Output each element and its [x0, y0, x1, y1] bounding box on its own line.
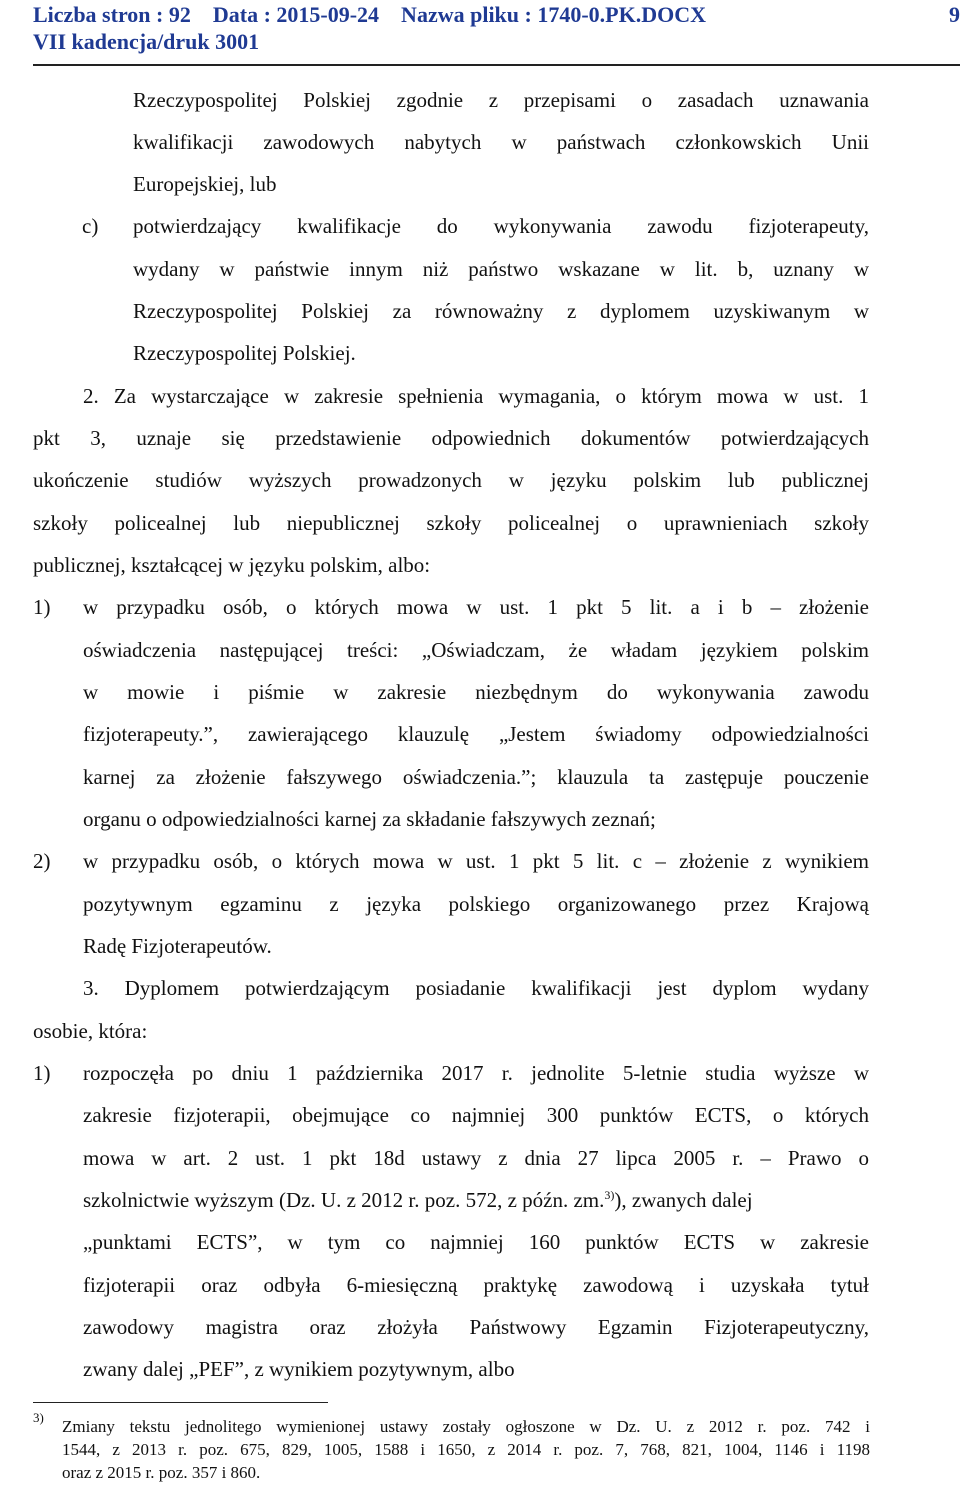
text-line: zawodowy magistra oraz złożyła Państwowy Egzamin Fizjoterapeutyczny, — [83, 1315, 869, 1339]
text-line: Rzeczypospolitej Polskiej. — [133, 341, 356, 365]
text-line: rozpoczęła po dniu 1 października 2017 r. jednolite 5-letnie studia wyższe w — [83, 1061, 869, 1085]
text-line: karnej za złożenie fałszywego oświadczenia.”; klauzula ta zastępuje pouczenie — [83, 765, 869, 789]
list-marker-3-1: 1) — [33, 1061, 51, 1085]
text-line: w przypadku osób, o których mowa w ust. 1 pkt 5 lit. c – złożenie z wynikiem — [83, 849, 869, 873]
text-line: Europejskiej, lub — [133, 172, 277, 196]
text-line: pozytywnym egzaminu z języka polskiego organizowanego przez Krajową — [83, 892, 869, 916]
footnote-divider — [33, 1402, 328, 1403]
paragraph-3-line: 3. Dyplomem potwierdzającym posiadanie kwalifikacji jest dyplom wydany — [83, 976, 869, 1000]
paragraph-2-line: 2. Za wystarczające w zakresie spełnienia wymagania, o którym mowa w ust. 1 — [83, 384, 869, 408]
footnote-reference[interactable]: 3) — [604, 1188, 615, 1202]
paragraph-2-line: pkt 3, uznaje się przedstawienie odpowiednich dokumentów potwierdzających — [33, 426, 869, 450]
text-line: zakresie fizjoterapii, obejmujące co najmniej 300 punktów ECTS, o których — [83, 1103, 869, 1127]
text-line: zwany dalej „PEF”, z wynikiem pozytywnym, albo — [83, 1357, 515, 1381]
header-term-print: VII kadencja/druk 3001 — [33, 29, 260, 54]
paragraph-3-line: osobie, która: — [33, 1019, 148, 1043]
text-line: Radę Fizjoterapeutów. — [83, 934, 272, 958]
paragraph-2-line: publicznej, kształcącej w języku polskim, albo: — [33, 553, 431, 577]
text-line: „punktami ECTS”, w tym co najmniej 160 punktów ECTS w zakresie — [83, 1230, 869, 1254]
text-line: kwalifikacji zawodowych nabytych w państwach członkowskich Unii — [133, 130, 869, 154]
text-line: potwierdzający kwalifikacje do wykonywania zawodu fizjoterapeuty, — [133, 214, 869, 238]
footnote-line: oraz z 2015 r. poz. 357 i 860. — [62, 1463, 261, 1482]
footnote-line: Zmiany tekstu jednolitego wymienionej ustawy zostały ogłoszone w Dz. U. z 2012 r. poz. 742 i — [62, 1417, 870, 1436]
list-marker-1: 1) — [33, 595, 51, 619]
footnote-line: 1544, z 2013 r. poz. 675, 829, 1005, 1588 i 1650, z 2014 r. poz. 7, 768, 821, 1004, 1146 i 1198 — [62, 1440, 870, 1459]
text-line: Rzeczypospolitej Polskiej zgodnie z przepisami o zasadach uznawania — [133, 88, 869, 112]
text-line: w przypadku osób, o których mowa w ust. 1 pkt 5 lit. a i b – złożenie — [83, 595, 869, 619]
header-divider — [33, 64, 960, 66]
list-marker-2: 2) — [33, 849, 51, 873]
text-line: oświadczenia następującej treści: „Oświadczam, że władam językiem polskim — [83, 638, 869, 662]
text-line: fizjoterapii oraz odbyła 6-miesięczną praktykę zawodową i uzyskała tytuł — [83, 1273, 869, 1297]
page-header — [33, 0, 960, 66]
paragraph-2-line: szkoły policealnej lub niepublicznej szkoły policealnej o uprawnieniach szkoły — [33, 511, 869, 535]
page-number: 9 — [949, 2, 960, 27]
text-line: fizjoterapeuty.”, zawierającego klauzulę „Jestem świadomy odpowiedzialności — [83, 722, 869, 746]
text-line-with-footnote — [83, 1186, 869, 1216]
header-document-info: Liczba stron : 92 Data : 2015-09-24 Nazwa pliku : 1740-0.PK.DOCX — [33, 2, 707, 27]
text-fragment: szkolnictwie wyższym (Dz. U. z 2012 r. poz. 572, z późn. zm.$^{3)}$), zwanych dalej — [83, 1188, 753, 1212]
footnote-marker: 3) — [33, 1410, 44, 1425]
text-line: wydany w państwie innym niż państwo wskazane w lit. b, uznany w — [133, 257, 869, 281]
list-marker-c: c) — [82, 214, 99, 238]
text-line: organu o odpowiedzialności karnej za składanie fałszywych zeznań; — [83, 807, 656, 831]
text-line: w mowie i piśmie w zakresie niezbędnym do wykonywania zawodu — [83, 680, 869, 704]
text-line: Rzeczypospolitej Polskiej za równoważny z dyplomem uzyskiwanym w — [133, 299, 869, 323]
paragraph-2-line: ukończenie studiów wyższych prowadzonych w języku polskim lub publicznej — [33, 468, 869, 492]
text-line: mowa w art. 2 ust. 1 pkt 18d ustawy z dnia 27 lipca 2005 r. – Prawo o — [83, 1146, 869, 1170]
